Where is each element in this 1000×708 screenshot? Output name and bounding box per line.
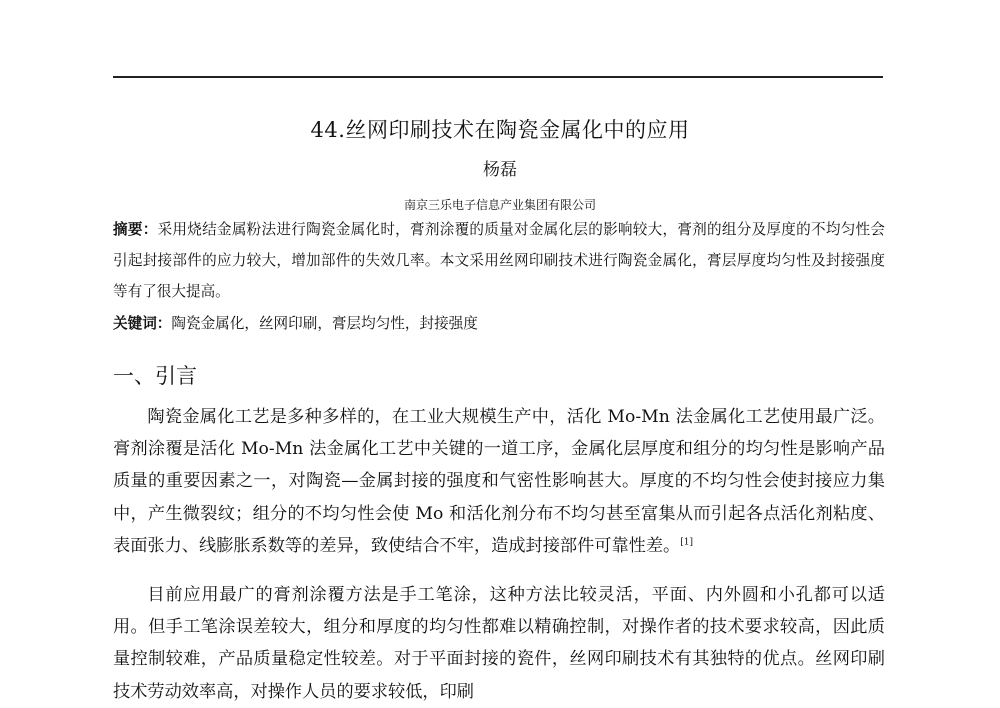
abstract-text: 采用烧结金属粉法进行陶瓷金属化时，膏剂涂覆的质量对金属化层的影响较大，膏剂的组分及厚度的不均匀性会引起封接部件的应力较大，增加部件的失效几率。本文采用丝网印刷技术进行陶瓷金属化，膏层厚度均匀性及封接强度等有了很大提高。: [113, 221, 885, 300]
author-name: 杨磊: [483, 160, 517, 180]
section-heading-introduction: 一、引言: [113, 364, 197, 388]
body-paragraph-1: [113, 401, 885, 562]
abstract-label: 摘要：: [113, 221, 158, 238]
keywords-text: 陶瓷金属化，丝网印刷，膏层均匀性，封接强度: [171, 315, 478, 332]
header-rule: [113, 76, 883, 78]
keywords-label: 关键词：: [113, 315, 172, 332]
citation-marker[interactable]: [1]: [680, 537, 693, 548]
body-paragraph-1-text: 陶瓷金属化工艺是多种多样的，在工业大规模生产中，活化 Mo-Mn 法金属化工艺使用最广泛。膏剂涂覆是活化 Mo-Mn 法金属化工艺中关键的一道工序，金属化层厚度和组分的均匀性是影响产品质量的重要因素之一，对陶瓷—金属封接的强度和气密性影响甚大。厚度的不均匀性会使封接应力集中，产生微裂纹；组分的不均匀性会使 Mo 和活化剂分布不均匀甚至富集从而引起各点活化剂粘度、表面张力、线膨胀系数等的差异，致使结合不牢，造成封接部件可靠性差。: [113, 407, 885, 556]
body-paragraph-2: 目前应用最广的膏剂涂覆方法是手工笔涂，这种方法比较灵活，平面、内外圆和小孔都可以适用。但手工笔涂误差较大，组分和厚度的均匀性都难以精确控制，对操作者的技术要求较高，因此质量控制较难，产品质量稳定性较差。对于平面封接的瓷件，丝网印刷技术有其独特的优点。丝网印刷技术劳动效率高，对操作人员的要求较低，印刷: [113, 585, 885, 702]
abstract: [113, 214, 885, 307]
paper-title: 44.丝网印刷技术在陶瓷金属化中的应用: [310, 118, 690, 142]
keywords: [113, 308, 885, 339]
author-affiliation: 南京三乐电子信息产业集团有限公司: [403, 198, 596, 212]
